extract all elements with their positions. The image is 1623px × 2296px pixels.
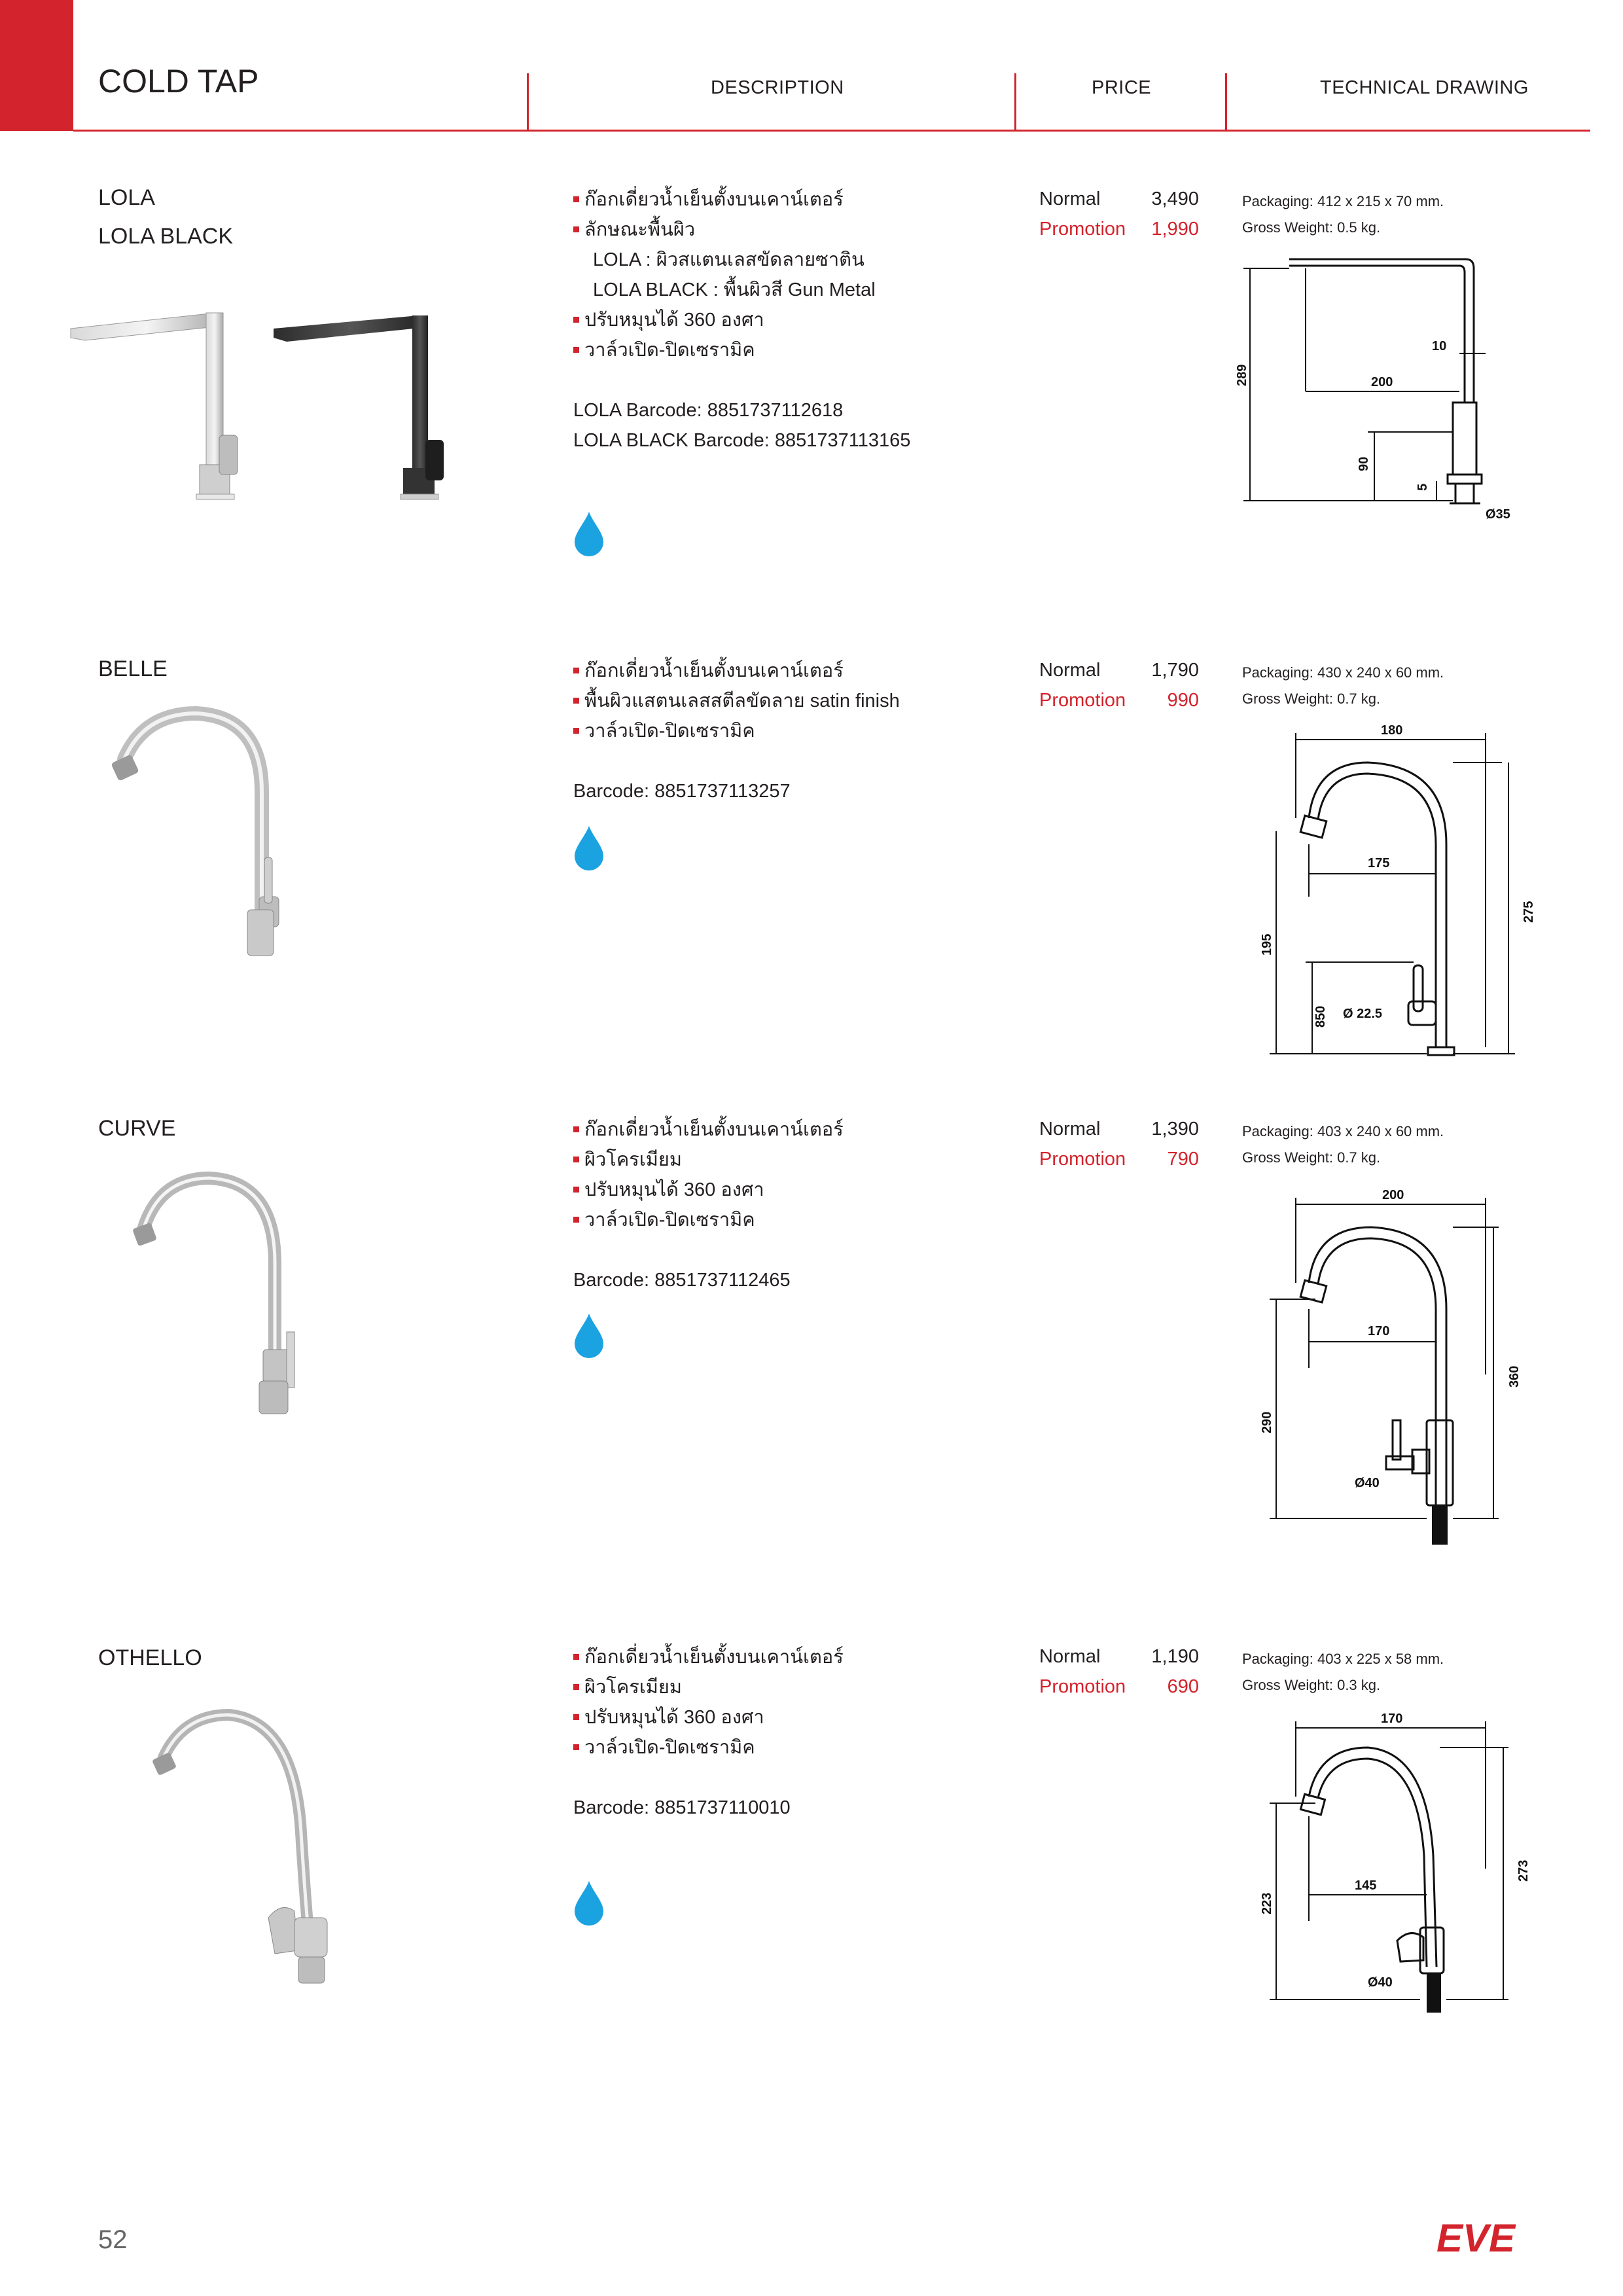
description-subitem: LOLA BLACK : พื้นผิวสี Gun Metal (593, 279, 876, 300)
header-rule (73, 130, 1590, 132)
svg-text:360: 360 (1507, 1365, 1522, 1388)
normal-price: 1,190 (1151, 1646, 1199, 1667)
promotion-price: 1,990 (1151, 219, 1199, 240)
svg-text:170: 170 (1381, 1712, 1403, 1726)
description-item: ผิวโครเมียม (573, 1672, 844, 1702)
product-photo-curve (124, 1165, 334, 1427)
description-item: ผิวโครเมียม (573, 1145, 844, 1175)
page-title: COLD TAP (98, 63, 259, 99)
svg-text:289: 289 (1235, 364, 1249, 386)
product-photo-othello (144, 1702, 366, 2003)
product-name: CURVE (98, 1116, 176, 1141)
normal-price: 1,390 (1151, 1119, 1199, 1139)
bullet-square-icon (573, 1157, 579, 1162)
description-item: วาล์วเปิด-ปิดเซรามิค (573, 716, 900, 746)
product-name: OTHELLO (98, 1645, 202, 1670)
description-list (573, 1642, 844, 1823)
description-list (573, 1115, 844, 1295)
bullet-square-icon (573, 1744, 579, 1750)
description-item: ปรับหมุนได้ 360 องศา (573, 1175, 844, 1205)
svg-text:90: 90 (1357, 456, 1371, 471)
svg-text:850: 850 (1313, 1005, 1328, 1028)
water-drop-icon (573, 1312, 605, 1358)
bullet-square-icon (573, 1714, 579, 1720)
promotion-price-label: Promotion (1039, 1149, 1126, 1170)
svg-text:EVE: EVE (1436, 2216, 1516, 2260)
eve-brand-logo (1414, 2215, 1538, 2261)
packaging-info: Packaging: 412 x 215 x 70 mm. Gross Weight: 0.5 kg. (1242, 193, 1444, 236)
column-separator (1014, 73, 1016, 131)
description-item: วาล์วเปิด-ปิดเซรามิค (573, 1205, 844, 1235)
water-drop-icon (573, 825, 605, 870)
packaging-info: Packaging: 403 x 225 x 58 mm. Gross Weight: 0.3 kg. (1242, 1651, 1444, 1693)
description-item: ปรับหมุนได้ 360 องศา (573, 305, 910, 335)
normal-price: 3,490 (1151, 188, 1199, 209)
normal-price: 1,790 (1151, 660, 1199, 681)
description-list (573, 656, 900, 806)
svg-text:10: 10 (1432, 339, 1447, 353)
svg-text:5: 5 (1416, 483, 1430, 491)
svg-text:Ø35: Ø35 (1486, 507, 1510, 522)
svg-text:180: 180 (1381, 723, 1403, 738)
bullet-square-icon (573, 1187, 579, 1193)
page-number: 52 (98, 2225, 128, 2254)
svg-text:290: 290 (1260, 1411, 1274, 1433)
description-item: ก๊อกเดี่ยวน้ำเย็นตั้งบนเคาน์เตอร์ (573, 185, 910, 215)
svg-text:Ø40: Ø40 (1368, 1975, 1393, 1990)
promotion-price: 690 (1167, 1676, 1199, 1697)
product-photo-belle (105, 700, 314, 962)
product-name: BELLE (98, 656, 168, 681)
description-list (573, 185, 910, 456)
svg-text:200: 200 (1382, 1188, 1404, 1202)
description-item: พื้นผิวแสตนเลสสตีลขัดลาย satin finish (573, 686, 900, 716)
description-item: ก๊อกเดี่ยวน้ำเย็นตั้งบนเคาน์เตอร์ (573, 656, 900, 686)
description-subitem: LOLA : ผิวสแตนเลสขัดลายซาติน (593, 249, 865, 270)
red-corner-tab (0, 0, 73, 131)
water-drop-icon (573, 1880, 605, 1926)
column-header-technical-drawing: TECHNICAL DRAWING (1320, 77, 1529, 98)
promotion-price-label: Promotion (1039, 690, 1126, 711)
svg-text:273: 273 (1516, 1859, 1531, 1882)
svg-text:Ø40: Ø40 (1355, 1476, 1380, 1490)
product-name: LOLA BLACK (98, 224, 234, 249)
column-header-price: PRICE (1092, 77, 1152, 98)
column-separator (1225, 73, 1227, 131)
bullet-square-icon (573, 1126, 579, 1132)
bullet-square-icon (573, 347, 579, 353)
promotion-price-label: Promotion (1039, 1676, 1126, 1697)
technical-drawing-othello (1237, 1705, 1538, 2045)
barcode-text: LOLA Barcode: 8851737112618 (573, 400, 844, 421)
svg-text:223: 223 (1260, 1892, 1274, 1914)
svg-text:200: 200 (1371, 375, 1393, 389)
svg-text:175: 175 (1368, 856, 1390, 870)
description-item: วาล์วเปิด-ปิดเซรามิค (573, 1732, 844, 1763)
promotion-price: 990 (1167, 690, 1199, 711)
promotion-price-label: Promotion (1039, 219, 1126, 240)
barcode-text: Barcode: 8851737112465 (573, 1270, 791, 1291)
bullet-square-icon (573, 728, 579, 734)
bullet-square-icon (573, 196, 579, 202)
bullet-square-icon (573, 1654, 579, 1660)
normal-price-label: Normal (1039, 188, 1101, 209)
packaging-info: Packaging: 403 x 240 x 60 mm. Gross Weight: 0.7 kg. (1242, 1123, 1444, 1166)
barcode-text: Barcode: 8851737110010 (573, 1797, 791, 1818)
description-item: วาล์วเปิด-ปิดเซรามิค (573, 335, 910, 365)
bullet-square-icon (573, 668, 579, 673)
technical-drawing-lola (1237, 249, 1538, 543)
description-item: ก๊อกเดี่ยวน้ำเย็นตั้งบนเคาน์เตอร์ (573, 1115, 844, 1145)
description-item: ปรับหมุนได้ 360 องศา (573, 1702, 844, 1732)
barcode-text: Barcode: 8851737113257 (573, 781, 791, 802)
bullet-square-icon (573, 1217, 579, 1223)
bullet-square-icon (573, 1684, 579, 1690)
svg-text:Ø 22.5: Ø 22.5 (1343, 1007, 1383, 1021)
technical-drawing-belle (1237, 720, 1538, 1060)
normal-price-label: Normal (1039, 1119, 1101, 1139)
product-photo-lola (65, 301, 471, 530)
bullet-square-icon (573, 226, 579, 232)
description-item: ก๊อกเดี่ยวน้ำเย็นตั้งบนเคาน์เตอร์ (573, 1642, 844, 1672)
water-drop-icon (573, 511, 605, 556)
svg-text:170: 170 (1368, 1324, 1390, 1338)
barcode-text: LOLA BLACK Barcode: 8851737113165 (573, 430, 911, 451)
packaging-info: Packaging: 430 x 240 x 60 mm. Gross Weight: 0.7 kg. (1242, 664, 1444, 707)
description-item: ลักษณะพื้นผิว (573, 215, 910, 245)
product-name: LOLA (98, 185, 155, 210)
bullet-square-icon (573, 698, 579, 704)
technical-drawing-curve (1237, 1178, 1538, 1551)
normal-price-label: Normal (1039, 660, 1101, 681)
column-separator (527, 73, 529, 131)
svg-text:195: 195 (1260, 933, 1274, 956)
column-header-description: DESCRIPTION (711, 77, 844, 98)
svg-text:275: 275 (1522, 901, 1536, 923)
promotion-price: 790 (1167, 1149, 1199, 1170)
bullet-square-icon (573, 317, 579, 323)
normal-price-label: Normal (1039, 1646, 1101, 1667)
svg-text:145: 145 (1355, 1878, 1377, 1893)
